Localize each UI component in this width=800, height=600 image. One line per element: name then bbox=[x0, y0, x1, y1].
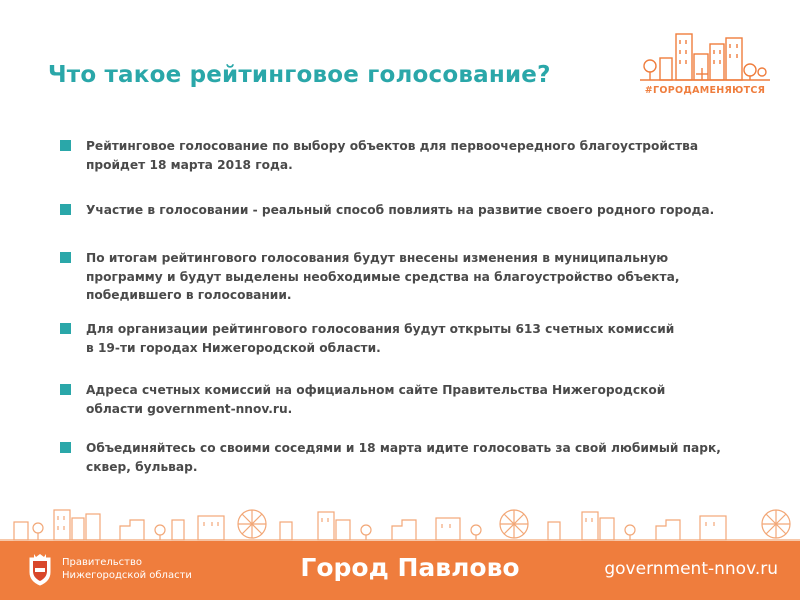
square-bullet-icon bbox=[60, 204, 71, 215]
skyline-decoration-icon bbox=[0, 500, 800, 542]
coat-of-arms-icon bbox=[26, 552, 54, 586]
square-bullet-icon bbox=[60, 140, 71, 151]
bullet-text: Участие в голосовании - реальный способ повлиять на развитие своего родного города. bbox=[86, 203, 715, 217]
bullet-text: Адреса счетных комиссий на официальном сайте Правительства Нижегородской области government-nnov.ru. bbox=[86, 383, 666, 416]
website-link[interactable]: government-nnov.ru bbox=[604, 559, 778, 579]
city-name: Город Павлово bbox=[300, 553, 520, 582]
government-name: Правительство Нижегородской области bbox=[62, 557, 192, 581]
bullet-text: Рейтинговое голосование по выбору объектов для первоочередного благоустройства пройдет 18 марта 2018 года. bbox=[86, 139, 699, 172]
footer-bar bbox=[0, 541, 800, 600]
slide-title: Что такое рейтинговое голосование? bbox=[48, 62, 551, 88]
square-bullet-icon bbox=[60, 384, 71, 395]
bullet-text: Объединяйтесь со своими соседями и 18 марта идите голосовать за свой любимый парк, сквер, бульвар. bbox=[86, 441, 721, 474]
square-bullet-icon bbox=[60, 442, 71, 453]
square-bullet-icon bbox=[60, 252, 71, 263]
bullet-text: Для организации рейтингового голосования будут открыты 613 счетных комиссий в 19-ти городах Нижегородской области. bbox=[86, 322, 675, 355]
city-skyline-icon bbox=[636, 28, 774, 84]
logo bbox=[636, 28, 774, 106]
hashtag-label: #ГОРОДАМЕНЯЮТСЯ bbox=[644, 85, 766, 96]
bullet-text: По итогам рейтингового голосования будут внесены изменения в муниципальную программу и будут выделены необходимые средства на благоустройство объекта, победившего в голосовании. bbox=[86, 251, 680, 302]
square-bullet-icon bbox=[60, 323, 71, 334]
